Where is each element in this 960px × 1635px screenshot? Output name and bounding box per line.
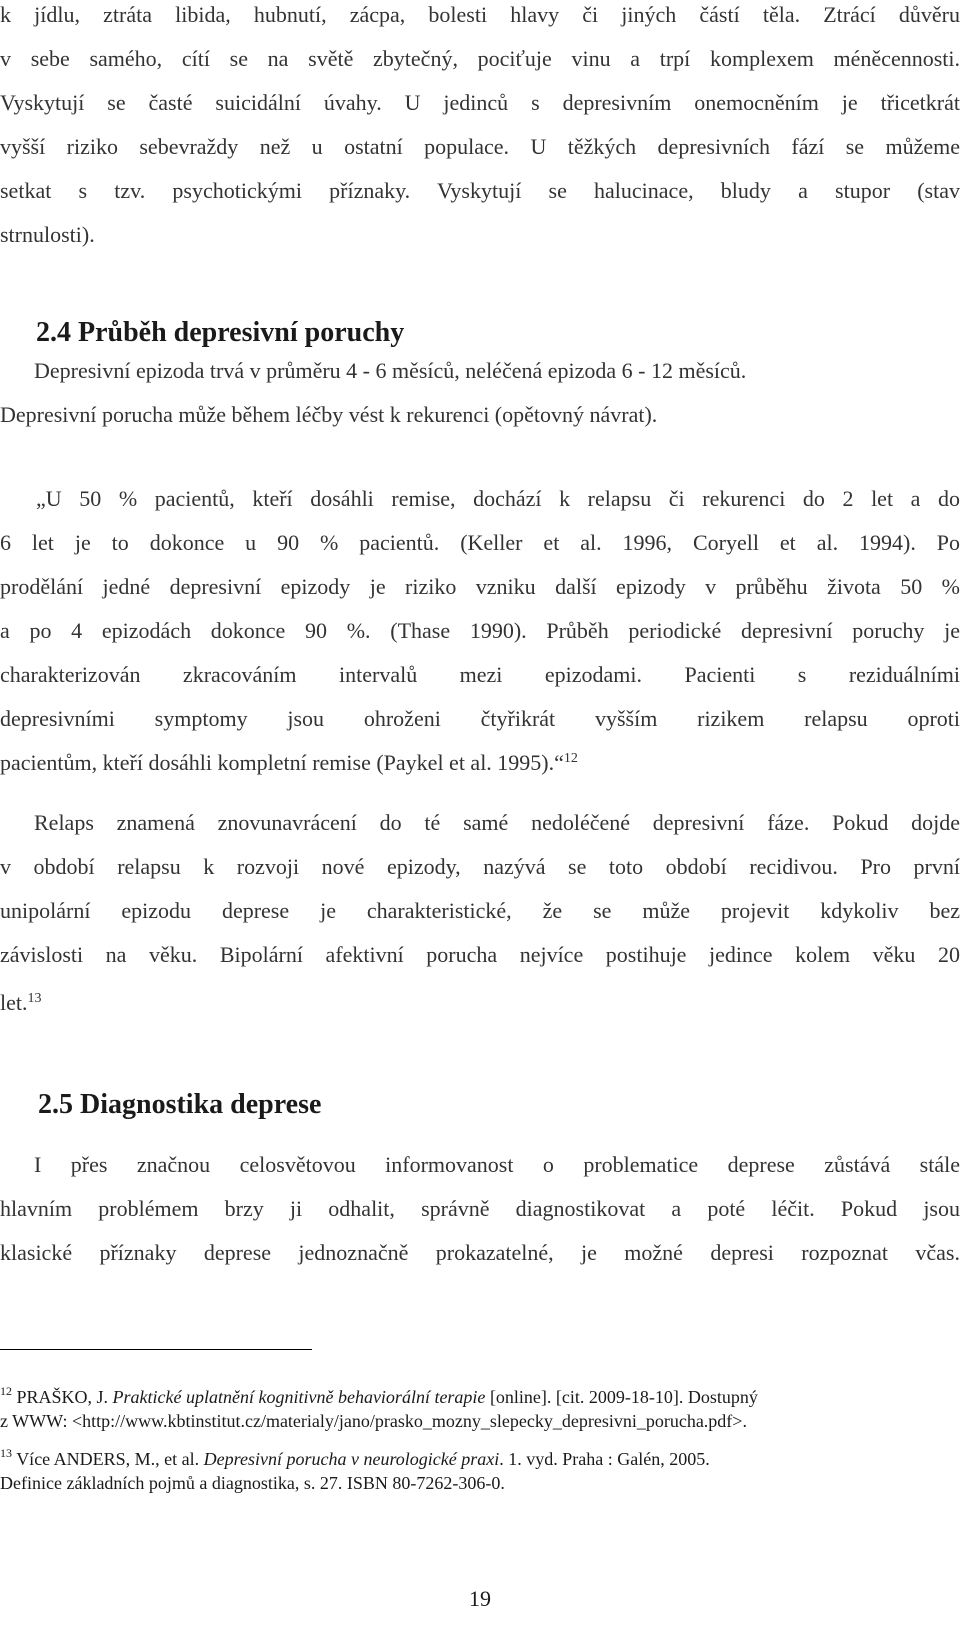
body-text: let. xyxy=(0,990,28,1015)
footnote-13-line2: Definice základních pojmů a diagnostika, s. 27. ISBN 80-7262-306-0. xyxy=(0,1473,505,1493)
body-text-line: Vyskytují se časté suicidální úvahy. U jedinců s depresivním onemocněním je třicetkrát xyxy=(0,90,960,115)
footnote-separator xyxy=(0,1349,312,1350)
body-text-line: 6 let je to dokonce u 90 % pacientů. (Keller et al. 1996, Coryell et al. 1994). Po xyxy=(0,530,960,555)
body-text-line xyxy=(0,750,578,776)
footnote-13 xyxy=(0,1448,710,1470)
footnote-title: Depresivní porucha v neurologické praxi xyxy=(203,1449,500,1469)
footnote-reference[interactable]: 13 xyxy=(27,991,42,1006)
footnote-reference[interactable]: 12 xyxy=(563,751,578,766)
footnote-number: 12 xyxy=(0,1384,12,1398)
body-text: pacientům, kteří dosáhli kompletní remise (Paykel et al. 1995).“ xyxy=(0,750,564,775)
footnote-title: Praktické uplatnění kognitivně behaviorální terapie xyxy=(112,1387,486,1407)
body-text-line: závislosti na věku. Bipolární afektivní porucha nejvíce postihuje jedince kolem věku 20 xyxy=(0,942,960,967)
footnote-author: Více ANDERS, M., et al. xyxy=(16,1449,200,1469)
body-text-line: charakterizován zkracováním intervalů mezi epizodami. Pacienti s reziduálními xyxy=(0,662,960,687)
body-text-line: depresivními symptomy jsou ohroženi čtyřikrát vyšším rizikem relapsu oproti xyxy=(0,706,960,731)
footnote-details: [online]. [cit. 2009-18-10]. Dostupný xyxy=(489,1387,758,1407)
body-text-line: Depresivní porucha může během léčby vést k rekurenci (opětovný návrat). xyxy=(0,402,658,427)
footnote-author: PRAŠKO, J. xyxy=(16,1387,109,1407)
body-text-line: Relaps znamená znovunavrácení do té samé nedoléčené depresivní fáze. Pokud dojde xyxy=(34,810,960,835)
footnote-details: . 1. vyd. Praha : Galén, 2005. xyxy=(499,1449,710,1469)
footnote-12-line2[interactable]: z WWW: <http://www.kbtinstitut.cz/materialy/jano/prasko_mozny_slepecky_depresivni_porucha.pdf>. xyxy=(0,1411,747,1431)
body-text-line: I přes značnou celosvětovou informovanost o problematice deprese zůstává stále xyxy=(34,1152,960,1177)
body-text-line: klasické příznaky deprese jednoznačně prokazatelné, je možné depresi rozpoznat včas. xyxy=(0,1240,960,1265)
body-text-line: „U 50 % pacientů, kteří dosáhli remise, dochází k relapsu či rekurenci do 2 let a do xyxy=(36,486,960,511)
body-text-line: prodělání jedné depresivní epizody je riziko vzniku další epizody v průběhu života 50 % xyxy=(0,574,960,599)
body-text-line: hlavním problémem brzy ji odhalit, správně diagnostikovat a poté léčit. Pokud jsou xyxy=(0,1196,960,1221)
body-text-line: strnulosti). xyxy=(0,222,95,247)
page-number: 19 xyxy=(469,1586,491,1611)
body-text-line: setkat s tzv. psychotickými příznaky. Vyskytují se halucinace, bludy a stupor (stav xyxy=(0,178,960,203)
body-text-line: v sebe samého, cítí se na světě zbytečný, pociťuje vinu a trpí komplexem méněcennosti. xyxy=(0,46,960,71)
body-text-line xyxy=(0,990,42,1016)
body-text-line: a po 4 epizodách dokonce 90 %. (Thase 1990). Průběh periodické depresivní poruchy je xyxy=(0,618,960,643)
body-text-line: vyšší riziko sebevraždy než u ostatní populace. U těžkých depresivních fází se můžeme xyxy=(0,134,960,159)
body-text-line: Depresivní epizoda trvá v průměru 4 - 6 měsíců, neléčená epizoda 6 - 12 měsíců. xyxy=(34,358,747,383)
footnote-number: 13 xyxy=(0,1446,12,1460)
section-heading: 2.5 Diagnostika deprese xyxy=(38,1089,322,1120)
footnote-12 xyxy=(0,1386,758,1408)
section-heading: 2.4 Průběh depresivní poruchy xyxy=(36,317,405,348)
body-text-line: unipolární epizodu deprese je charakteristické, že se může projevit kdykoliv bez xyxy=(0,898,960,923)
body-text-line: v období relapsu k rozvoji nové epizody, nazývá se toto období recidivou. Pro první xyxy=(0,854,960,879)
body-text-line: k jídlu, ztráta libida, hubnutí, zácpa, bolesti hlavy či jiných částí těla. Ztrácí důvěru xyxy=(0,2,960,27)
